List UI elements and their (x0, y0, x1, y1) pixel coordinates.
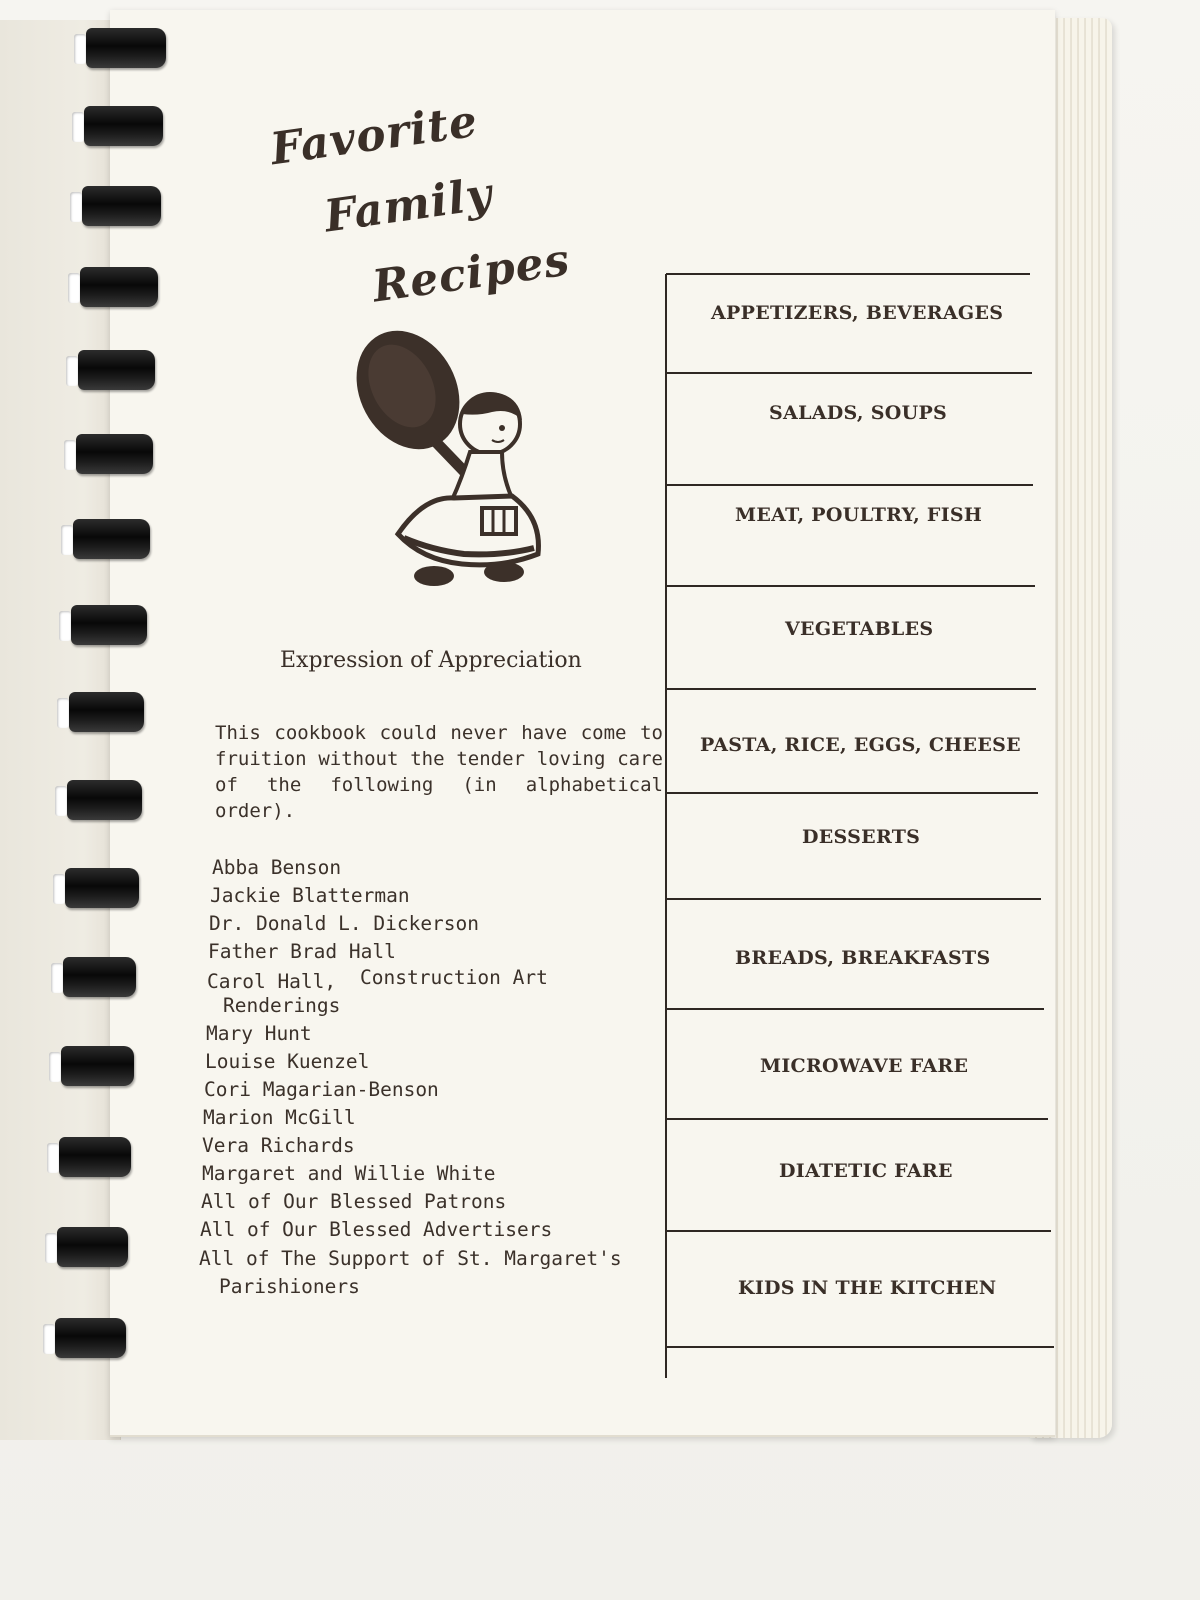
section-label: SALADS, SOUPS (769, 402, 948, 424)
spiral-coil (84, 106, 163, 146)
spiral-coil (63, 957, 136, 997)
contributor-name: Parishioners (219, 1275, 360, 1298)
binding-hole (49, 1052, 61, 1082)
spiral-coil (55, 1318, 126, 1358)
contributor-name: Father Brad Hall (208, 940, 396, 963)
binding-hole (43, 1324, 55, 1354)
contributor-name: Mary Hunt (206, 1022, 312, 1045)
section-label: DESSERTS (802, 826, 921, 848)
binding-hole (47, 1143, 59, 1173)
contributor-name: Margaret and Willie White (202, 1162, 496, 1185)
title-line-3: Recipes (369, 234, 574, 313)
spiral-coil (82, 186, 161, 226)
section-label: APPETIZERS, BEVERAGES (711, 302, 1004, 324)
spiral-coil (61, 1046, 134, 1086)
contributor-role: Renderings (223, 994, 341, 1017)
spiral-coil (65, 868, 139, 908)
section-label: MEAT, POULTRY, FISH (735, 504, 983, 526)
contributor-name: Louise Kuenzel (205, 1050, 370, 1073)
binding-hole (45, 1233, 57, 1263)
binding-hole (70, 192, 82, 222)
binding-hole (66, 356, 78, 386)
binding-hole (74, 34, 86, 64)
contributor-name: Jackie Blatterman (210, 884, 410, 907)
binding-hole (68, 273, 80, 303)
spiral-coil (67, 780, 142, 820)
spiral-coil (57, 1227, 129, 1267)
contributor-name: Cori Magarian-Benson (204, 1078, 439, 1101)
spiral-coil (80, 267, 158, 307)
contributor-name: Abba Benson (212, 856, 342, 879)
girl-with-spoon-illustration (352, 328, 552, 598)
title-line-1: Favorite (267, 95, 482, 176)
spiral-coil (69, 692, 144, 732)
binding-hole (64, 440, 76, 470)
title-line-2: Family (321, 168, 496, 243)
spiral-coil (78, 350, 156, 390)
spiral-coil (73, 519, 149, 559)
section-label: PASTA, RICE, EGGS, CHEESE (700, 734, 1021, 756)
section-label: BREADS, BREAKFASTS (735, 947, 991, 969)
contributor-name: Dr. Donald L. Dickerson (209, 912, 480, 935)
contributor-name: All of Our Blessed Patrons (201, 1190, 507, 1213)
section-label: MICROWAVE FARE (760, 1055, 969, 1077)
contributor-name: All of Our Blessed Advertisers (200, 1218, 553, 1241)
section-label: VEGETABLES (785, 618, 934, 640)
contributor-name: All of The Support of St. Margaret's (199, 1247, 622, 1270)
binding-hole (61, 525, 73, 555)
binding-hole (51, 963, 63, 993)
contributor-name: Carol Hall, (207, 970, 337, 993)
spiral-coil (86, 28, 166, 68)
appreciation-intro: This cookbook could never have come to fruition without the tender loving care of the following (in alphabetical order). (215, 722, 663, 822)
binding-hole (55, 786, 67, 816)
contributor-name: Marion McGill (203, 1106, 356, 1129)
contributor-role: Construction Art (360, 966, 548, 989)
cookbook-title (260, 70, 580, 313)
binding-hole (53, 874, 65, 904)
spiral-coil (59, 1137, 131, 1177)
spiral-coil (71, 605, 147, 645)
appreciation-heading: Expression of Appreciation (280, 648, 582, 673)
section-label: KIDS IN THE KITCHEN (738, 1277, 997, 1299)
spiral-coil (76, 434, 153, 474)
binding-hole (59, 611, 71, 641)
contributor-name: Vera Richards (202, 1134, 355, 1157)
section-label: DIATETIC FARE (779, 1160, 953, 1182)
binding-hole (57, 698, 69, 728)
spiral-binding (0, 0, 200, 1600)
binding-hole (72, 112, 84, 142)
